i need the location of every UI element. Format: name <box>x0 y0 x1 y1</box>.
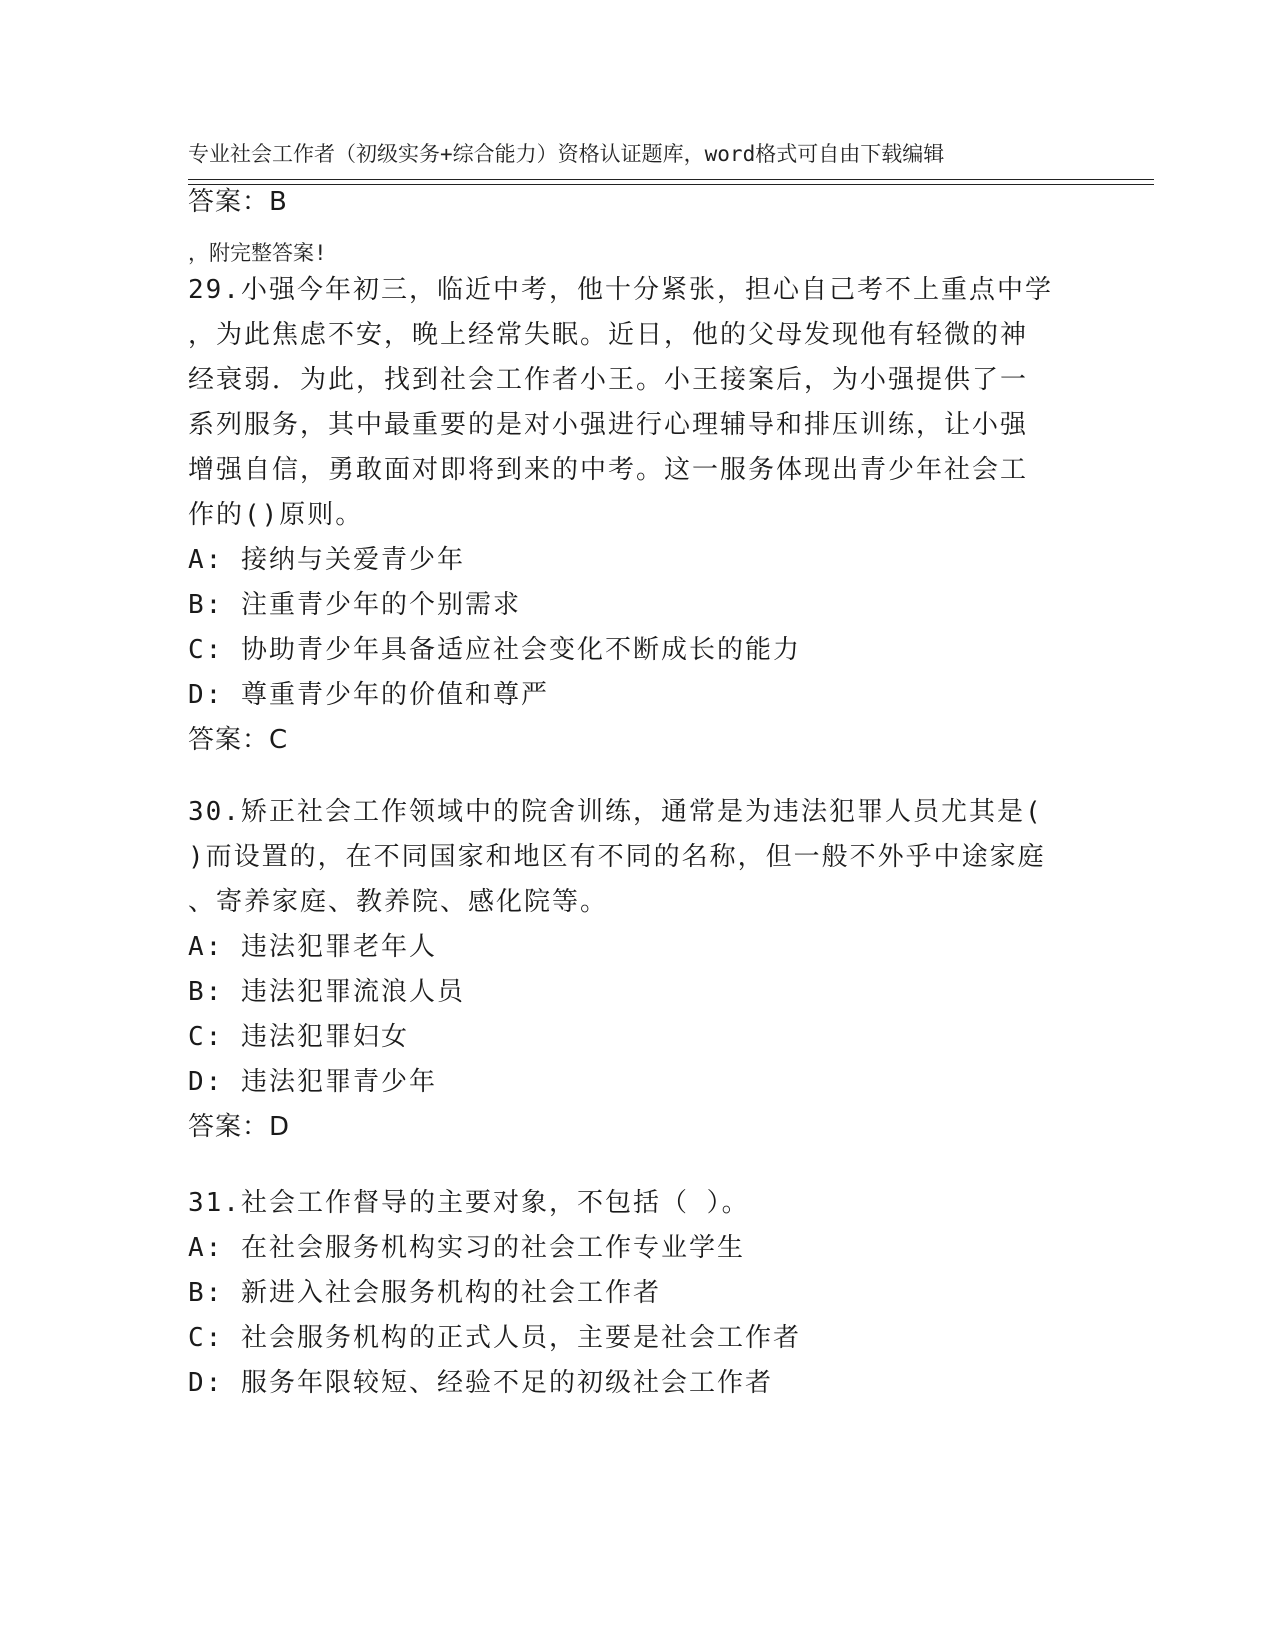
question-29-option-a: A: 接纳与关爱青少年 <box>188 545 465 575</box>
question-29-option-c: C: 协助青少年具备适应社会变化不断成长的能力 <box>188 635 801 665</box>
question-31-option-a: A: 在社会服务机构实习的社会工作专业学生 <box>188 1233 745 1263</box>
question-30 <box>188 790 1078 1150</box>
question-31-option-c: C: 社会服务机构的正式人员，主要是社会工作者 <box>188 1323 801 1353</box>
question-29-line-5: 增强自信，勇敢面对即将到来的中考。这一服务体现出青少年社会工 <box>188 455 1029 485</box>
question-30-option-b: B: 违法犯罪流浪人员 <box>188 977 465 1007</box>
question-31-line-1: 31.社会工作督导的主要对象，不包括（ ）。 <box>188 1188 750 1218</box>
question-29-answer: 答案：C <box>188 725 289 755</box>
question-29-option-d: D: 尊重青少年的价值和尊严 <box>188 680 549 710</box>
question-30-line-2: )而设置的，在不同国家和地区有不同的名称，但一般不外乎中途家庭 <box>188 842 1046 872</box>
question-31-option-b: B: 新进入社会服务机构的社会工作者 <box>188 1278 661 1308</box>
question-30-option-c: C: 违法犯罪妇女 <box>188 1022 409 1052</box>
question-29-line-4: 系列服务，其中最重要的是对小强进行心理辅导和排压训练，让小强 <box>188 410 1029 440</box>
question-30-line-3: 、寄养家庭、教养院、感化院等。 <box>188 887 609 917</box>
question-29-line-6: 作的()原则。 <box>188 500 364 530</box>
question-29-option-b: B: 注重青少年的个别需求 <box>188 590 521 620</box>
question-30-answer: 答案：D <box>188 1112 291 1142</box>
question-31-option-d: D: 服务年限较短、经验不足的初级社会工作者 <box>188 1368 773 1398</box>
question-31 <box>188 1181 1078 1406</box>
question-30-option-a: A: 违法犯罪老年人 <box>188 932 437 962</box>
question-30-option-d: D: 违法犯罪青少年 <box>188 1067 437 1097</box>
question-30-line-1: 30.矫正社会工作领域中的院舍训练，通常是为违法犯罪人员尤其是( <box>188 797 1043 827</box>
question-29-line-1: 29.小强今年初三，临近中考，他十分紧张，担心自己考不上重点中学 <box>188 275 1053 305</box>
question-29 <box>188 268 1078 763</box>
previous-answer: 答案：B <box>188 187 288 217</box>
question-29-line-3: 经衰弱．为此，找到社会工作者小王。小王接案后，为小强提供了一 <box>188 365 1029 395</box>
header-line-2: ，附完整答案! <box>188 241 327 265</box>
header-line-1: 专业社会工作者（初级实务+综合能力）资格认证题库，word格式可自由下载编辑 <box>188 142 945 166</box>
question-29-line-2: ，为此焦虑不安，晚上经常失眠。近日，他的父母发现他有轻微的神 <box>188 320 1029 350</box>
